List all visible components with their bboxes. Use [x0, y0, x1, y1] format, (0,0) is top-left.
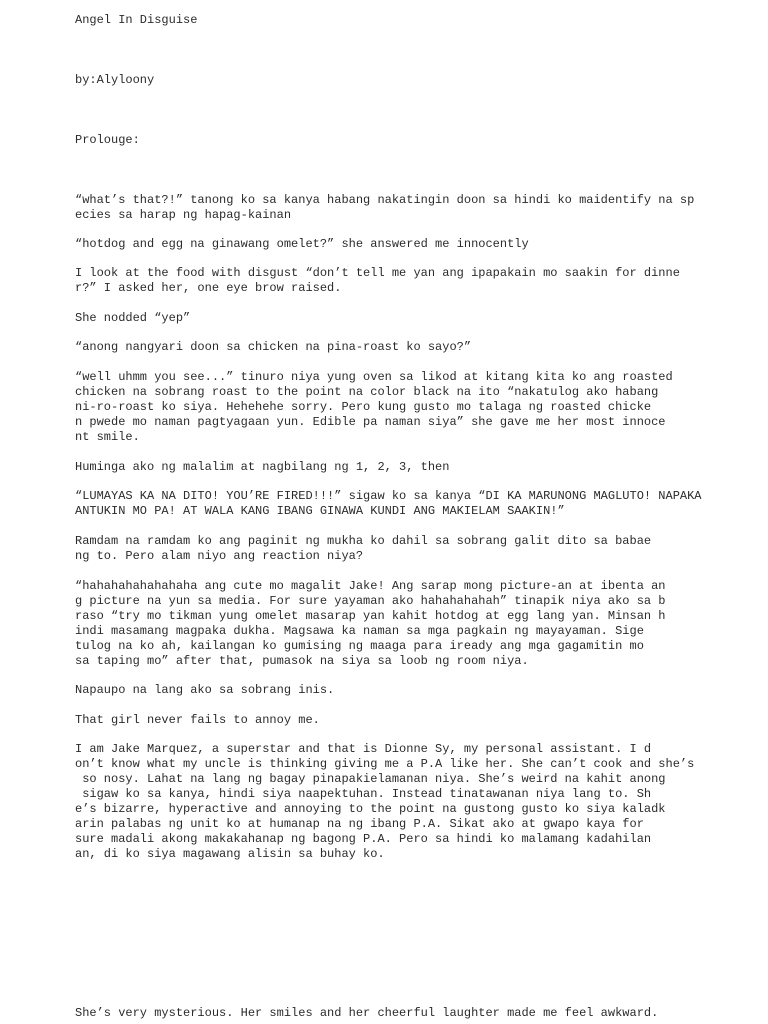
paragraph-line: an, di ko siya magawang alisin sa buhay ko. — [75, 847, 385, 861]
paragraph-line: r?” I asked her, one eye brow raised. — [75, 281, 342, 295]
paragraph-line: so nosy. Lahat na lang ng bagay pinapakielamanan niya. She’s weird na kahit anong — [75, 772, 666, 786]
paragraph-line: ni-ro-roast ko siya. Hehehehe sorry. Pero kung gusto mo talaga ng roasted chicke — [75, 400, 652, 414]
paragraph-line: nt smile. — [75, 430, 140, 444]
document-author: by:Alyloony — [75, 73, 155, 87]
paragraph-line: sure madali akong makakahanap ng bagong P.A. Pero sa hindi ko malamang kadahilan — [75, 832, 652, 846]
document-title: Angel In Disguise — [75, 13, 198, 27]
paragraph-line: e’s bizarre, hyperactive and annoying to the point na gustong gusto ko siya kaladk — [75, 802, 666, 816]
paragraph-line: n pwede mo naman pagtyagaan yun. Edible pa naman siya” she gave me her most innoce — [75, 415, 666, 429]
paragraph-line: Huminga ako ng malalim at nagbilang ng 1, 2, 3, then — [75, 460, 450, 474]
paragraph-line: tulog na ko ah, kailangan ko gumising ng maaga para iready ang mga gagamitin mo — [75, 639, 644, 653]
paragraph-line: indi masamang magpaka dukha. Magsawa ka naman sa mga pagkain ng mayayaman. Sige — [75, 624, 644, 638]
paragraph-line: g picture na yun sa media. For sure yayaman ako hahahahahah” tinapik niya ako sa b — [75, 594, 666, 608]
paragraph-line: I look at the food with disgust “don’t tell me yan ang ipapakain mo saakin for dinne — [75, 266, 680, 280]
paragraph-line: sigaw ko sa kanya, hindi siya naapektuhan. Instead tinatawanan niya lang to. Sh — [75, 787, 652, 801]
paragraph-line: “hotdog and egg na ginawang omelet?” she answered me innocently — [75, 237, 529, 251]
paragraph-line: “what’s that?!” tanong ko sa kanya habang nakatingin doon sa hindi ko maidentify na sp — [75, 193, 695, 207]
paragraph-line: “hahahahahahahaha ang cute mo magalit Jake! Ang sarap mong picture-an at ibenta an — [75, 579, 666, 593]
paragraph-line: chicken na sobrang roast to the point na color black na ito “nakatulog ako habang — [75, 385, 659, 399]
paragraph-line: arin palabas ng unit ko at humanap na ng ibang P.A. Sikat ako at gwapo kaya for — [75, 817, 644, 831]
paragraph-line: ANTUKIN MO PA! AT WALA KANG IBANG GINAWA KUNDI ANG MAKIELAM SAAKIN!” — [75, 504, 565, 518]
paragraph-line: That girl never fails to annoy me. — [75, 713, 320, 727]
paragraph-line: ecies sa harap ng hapag-kainan — [75, 208, 292, 222]
paragraph-line: She nodded “yep” — [75, 311, 191, 325]
paragraph-line: ng to. Pero alam niyo ang reaction niya? — [75, 549, 364, 563]
paragraph-line: on’t know what my uncle is thinking giving me a P.A like her. She can’t cook and she’s — [75, 757, 695, 771]
paragraph-line: “LUMAYAS KA NA DITO! YOU’RE FIRED!!!” sigaw ko sa kanya “DI KA MARUNONG MAGLUTO! NAPAKA — [75, 489, 702, 503]
section-heading: Prolouge: — [75, 133, 140, 147]
paragraph-line: raso “try mo tikman yung omelet masarap yan kahit hotdog at egg lang yan. Minsan h — [75, 609, 666, 623]
paragraph-line: “anong nangyari doon sa chicken na pina-roast ko sayo?” — [75, 340, 472, 354]
paragraph-line: sa taping mo” after that, pumasok na siya sa loob ng room niya. — [75, 654, 529, 668]
paragraph-line: I am Jake Marquez, a superstar and that is Dionne Sy, my personal assistant. I d — [75, 742, 652, 756]
paragraph-line: Napaupo na lang ako sa sobrang inis. — [75, 683, 335, 697]
paragraph-line: “well uhmm you see...” tinuro niya yung oven sa likod at kitang kita ko ang roasted — [75, 370, 673, 384]
paragraph-line: She’s very mysterious. Her smiles and her cheerful laughter made me feel awkward. — [75, 1006, 659, 1020]
paragraph-line: Ramdam na ramdam ko ang paginit ng mukha ko dahil sa sobrang galit dito sa babae — [75, 534, 652, 548]
